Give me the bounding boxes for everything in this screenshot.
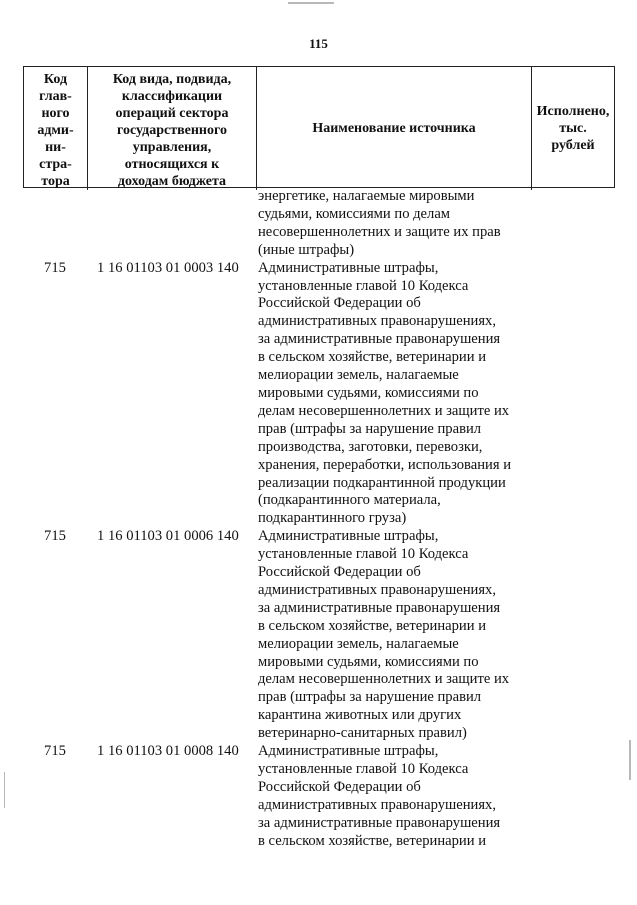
source-name-cell: энергетике, налагаемые мировыми судьями, комиссиями по делам несовершеннолетних и защите их прав (иные штрафы) — [258, 188, 501, 258]
executed-cell — [531, 188, 613, 260]
scan-artifact — [629, 740, 631, 780]
header-admin-code: Код глав- ного адми- ни- стра- тора — [24, 67, 88, 190]
income-code-cell: 1 16 01103 01 0008 140 — [97, 743, 239, 760]
header-executed: Исполнено, тыс. рублей — [536, 104, 610, 153]
source-name-cell: Административные штрафы, установленные главой 10 Кодекса Российской Федерации об административных правонарушениях, за административные правонарушения в сельском хозяйстве, ветеринарии и мелиорации земель, налагаемые мировыми судьями, комиссиями по делам несовершеннолетних и защите их прав (штрафы за нарушение правил производства, заготовки, перевозки, хранения, переработки, использования и реализации подкарантинной продукции (подкарантинного материала, подкарантинного груза) — [258, 259, 512, 527]
table-row — [23, 260, 615, 529]
table-header — [23, 66, 615, 188]
executed-cell — [531, 743, 613, 850]
source-name-cell: Административные штрафы, установленные главой 10 Кодекса Российской Федерации об административных правонарушениях, за административные правонарушения в сельском хозяйстве, ветеринарии и мелиорации земель, налагаемые мировыми судьями, комиссиями по делам несовершеннолетних и защите их прав (штрафы за нарушение правил карантина животных или других ветеринарно-санитарных правил) — [258, 528, 510, 742]
header-source-name: Наименование источника — [257, 67, 532, 190]
table-row — [23, 188, 615, 260]
executed-cell — [531, 260, 613, 529]
admin-code-cell — [23, 188, 87, 260]
income-code-cell — [87, 188, 256, 260]
table-body — [23, 188, 615, 851]
scan-artifact — [288, 2, 334, 4]
executed-cell — [531, 528, 613, 743]
table-row — [23, 528, 615, 743]
income-code-cell: 1 16 01103 01 0003 140 — [97, 259, 239, 276]
page-number: 115 — [309, 36, 328, 51]
admin-code-cell: 715 — [44, 259, 66, 276]
admin-code-cell: 715 — [44, 528, 66, 545]
income-code-cell: 1 16 01103 01 0006 140 — [97, 528, 239, 545]
admin-code-cell: 715 — [44, 743, 66, 760]
table-row — [23, 743, 615, 850]
scan-artifact — [4, 772, 5, 808]
source-name-cell: Административные штрафы, установленные главой 10 Кодекса Российской Федерации об административных правонарушениях, за административные правонарушения в сельском хозяйстве, ветеринарии и — [258, 743, 501, 849]
header-income-code: Код вида, подвида, классификации операций сектора государственного управления, относящихся к доходам бюджета — [88, 67, 257, 190]
